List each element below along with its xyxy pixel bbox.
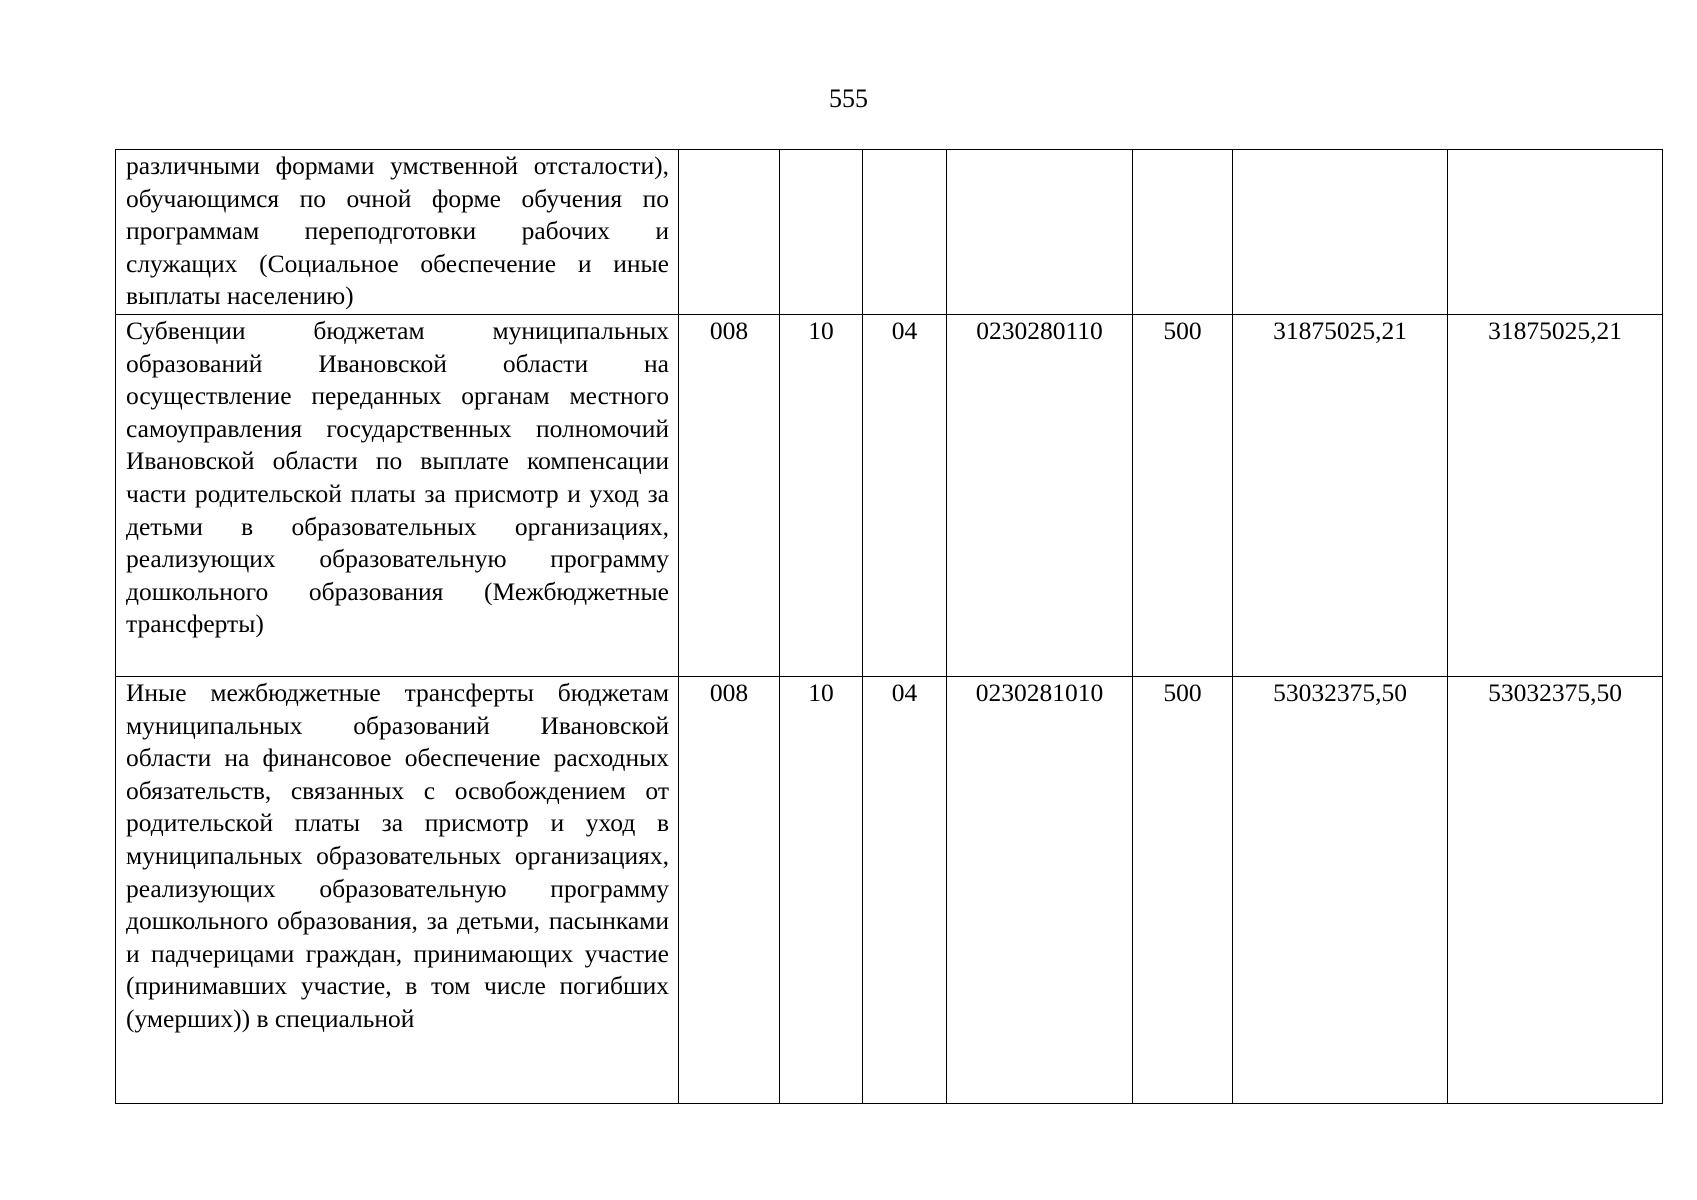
ministry-cell (679, 315, 780, 677)
target-article-cell (947, 677, 1133, 1104)
description-text: Иные межбюджетные трансферты бюджетам муниципальных образований Ивановской области на финансовое обеспечение расходных обязательств, связанных с освобождением от родительской платы за присмотр и уход в муниципальных образовательных организациях, реализующих образовательную программу дошкольного образования, за детьми, пасынками и падчерицами граждан, принимающих участие (принимавших участие, в том числе погибших (умерших)) в специальной (126, 678, 669, 1033)
table-row (116, 150, 1663, 315)
expense-type-cell (1133, 150, 1233, 315)
amount-1-value: 31875025,21 (1273, 316, 1407, 345)
section-code: 10 (808, 678, 834, 707)
ministry-cell (679, 677, 780, 1104)
expense-type-code: 500 (1163, 678, 1202, 707)
section-cell (780, 677, 863, 1104)
description-text: различными формами умственной отсталости), обучающимся по очной форме обучения по программам переподготовки рабочих и служащих (Социальное обеспечение и иные выплаты населению) (126, 151, 669, 311)
target-article-code: 0230281010 (975, 678, 1104, 707)
description-text: Субвенции бюджетам муниципальных образований Ивановской области на осуществление переданных органам местного самоуправления государственных полномочий Ивановской области по выплате компенсации части родительской платы за присмотр и уход за детьми в образовательных организациях, реализующих образовательную программу дошкольного образования (Межбюджетные трансферты) (126, 316, 669, 639)
section-cell (780, 315, 863, 677)
amount-1-cell (1233, 315, 1448, 677)
target-article-cell (947, 315, 1133, 677)
ministry-code: 008 (709, 316, 749, 345)
amount-1-cell (1233, 150, 1448, 315)
amount-2-cell (1448, 315, 1663, 677)
subsection-cell (863, 677, 947, 1104)
subsection-cell (863, 315, 947, 677)
row-description (116, 677, 679, 1104)
amount-1-cell (1233, 677, 1448, 1104)
row-description (116, 150, 679, 315)
table-row (116, 315, 1663, 677)
expense-type-code: 500 (1163, 316, 1202, 345)
target-article-cell (947, 150, 1133, 315)
table-row (116, 677, 1663, 1104)
amount-2-cell (1448, 677, 1663, 1104)
section-cell (780, 150, 863, 315)
subsection-code: 04 (891, 316, 918, 345)
amount-2-cell (1448, 150, 1663, 315)
row-description (116, 315, 679, 677)
section-code: 10 (808, 316, 834, 345)
budget-table (115, 149, 1663, 1104)
amount-1-value: 53032375,50 (1273, 678, 1407, 707)
page-number: 555 (829, 84, 868, 113)
ministry-cell (679, 150, 780, 315)
subsection-cell (863, 150, 947, 315)
subsection-code: 04 (891, 678, 918, 707)
expense-type-cell (1133, 315, 1233, 677)
expense-type-cell (1133, 677, 1233, 1104)
amount-2-value: 31875025,21 (1488, 316, 1622, 345)
amount-2-value: 53032375,50 (1488, 678, 1622, 707)
ministry-code: 008 (709, 678, 749, 707)
target-article-code: 0230280110 (976, 316, 1103, 345)
